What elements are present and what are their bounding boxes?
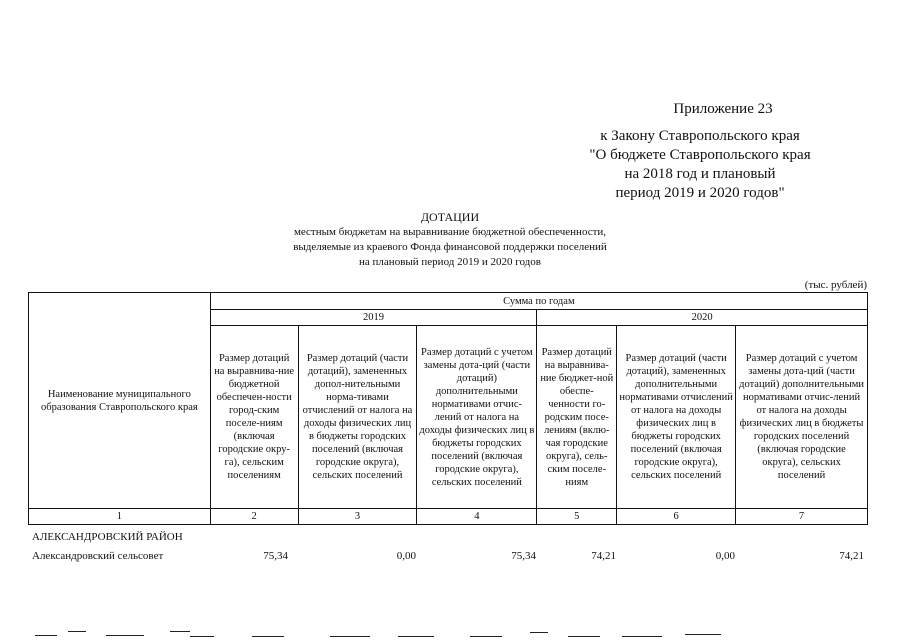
header-col-4: Размер дотаций с учетом замены дота-ций (части дотаций) дополнительными нормативами отчис-лений от налога на доходы физических лиц в бюджеты городских поселений (включая городские округа), сельских поселений [417, 326, 537, 509]
header-year-2019: 2019 [210, 310, 537, 326]
column-number: 2 [210, 509, 298, 525]
heading-line: на плановый период 2019 и 2020 годов [359, 256, 541, 268]
subsidy-table [28, 292, 868, 525]
units-label: (тыс. рублей) [804, 279, 867, 291]
header-sum-by-years: Сумма по годам [210, 293, 867, 310]
appendix-year: на 2018 год и плановый [624, 166, 776, 182]
scan-artifacts [30, 626, 870, 640]
appendix-budget: "О бюджете Ставропольского края [589, 147, 811, 163]
value-col-7: 74,21 [839, 550, 864, 562]
header-year-2020: 2020 [537, 310, 868, 326]
value-col-3: 0,00 [396, 550, 416, 562]
header-col-2: Размер дотаций на выравнива-ние бюджетной обеспечен-ности город-ским поселе-ниям (включая городские окру-га), сельским поселениям [210, 326, 298, 509]
column-number: 6 [617, 509, 736, 525]
header-municipality: Наименование муниципального образования Ставропольского края [29, 293, 211, 509]
value-col-6: 0,00 [715, 550, 735, 562]
appendix-block [570, 100, 830, 203]
column-number: 7 [736, 509, 868, 525]
value-col-5: 74,21 [591, 550, 616, 562]
header-col-6: Размер дотаций (части дотаций), замененных дополнительными нормативами отчислений от налога на доходы физических лиц в бюджеты городских поселений (включая городские округа), сельских поселений [617, 326, 736, 509]
value-col-2: 75,34 [263, 550, 288, 562]
region-row: АЛЕКСАНДРОВСКИЙ РАЙОН [32, 531, 183, 543]
header-col-5: Размер дотаций на выравнива-ние бюджет-ной обеспе-ченности го-родским посе-лениям (вклю-чая городские округа), сель-ским поселе-ниям [537, 326, 617, 509]
column-number: 3 [298, 509, 417, 525]
column-number: 5 [537, 509, 617, 525]
appendix-number: Приложение 23 [673, 101, 773, 117]
value-col-4: 75,34 [511, 550, 536, 562]
settlement-name: Александровский сельсовет [32, 550, 164, 562]
column-number: 1 [29, 509, 211, 525]
header-col-3: Размер дотаций (части дотаций), замененных допол-нительными норма-тивами отчислений от налога на доходы физических лиц в бюджеты городских поселений (включая городские округа), сельских поселений [298, 326, 417, 509]
heading-line: выделяемые из краевого Фонда финансовой поддержки поселений [293, 241, 607, 253]
column-number: 4 [417, 509, 537, 525]
document-heading [0, 210, 900, 270]
appendix-law: к Закону Ставропольского края [600, 128, 800, 144]
table-row [32, 550, 872, 566]
header-col-7: Размер дотаций с учетом замены дота-ций (части дотаций) дополнительными нормативами отчис-лений от налога на доходы физических лиц в бюджеты городских поселений (включая городские округа), сельских поселений [736, 326, 868, 509]
heading-line: местным бюджетам на выравнивание бюджетной обеспеченности, [293, 226, 607, 238]
page-title: ДОТАЦИИ [420, 210, 480, 224]
appendix-period: период 2019 и 2020 годов" [615, 185, 785, 201]
